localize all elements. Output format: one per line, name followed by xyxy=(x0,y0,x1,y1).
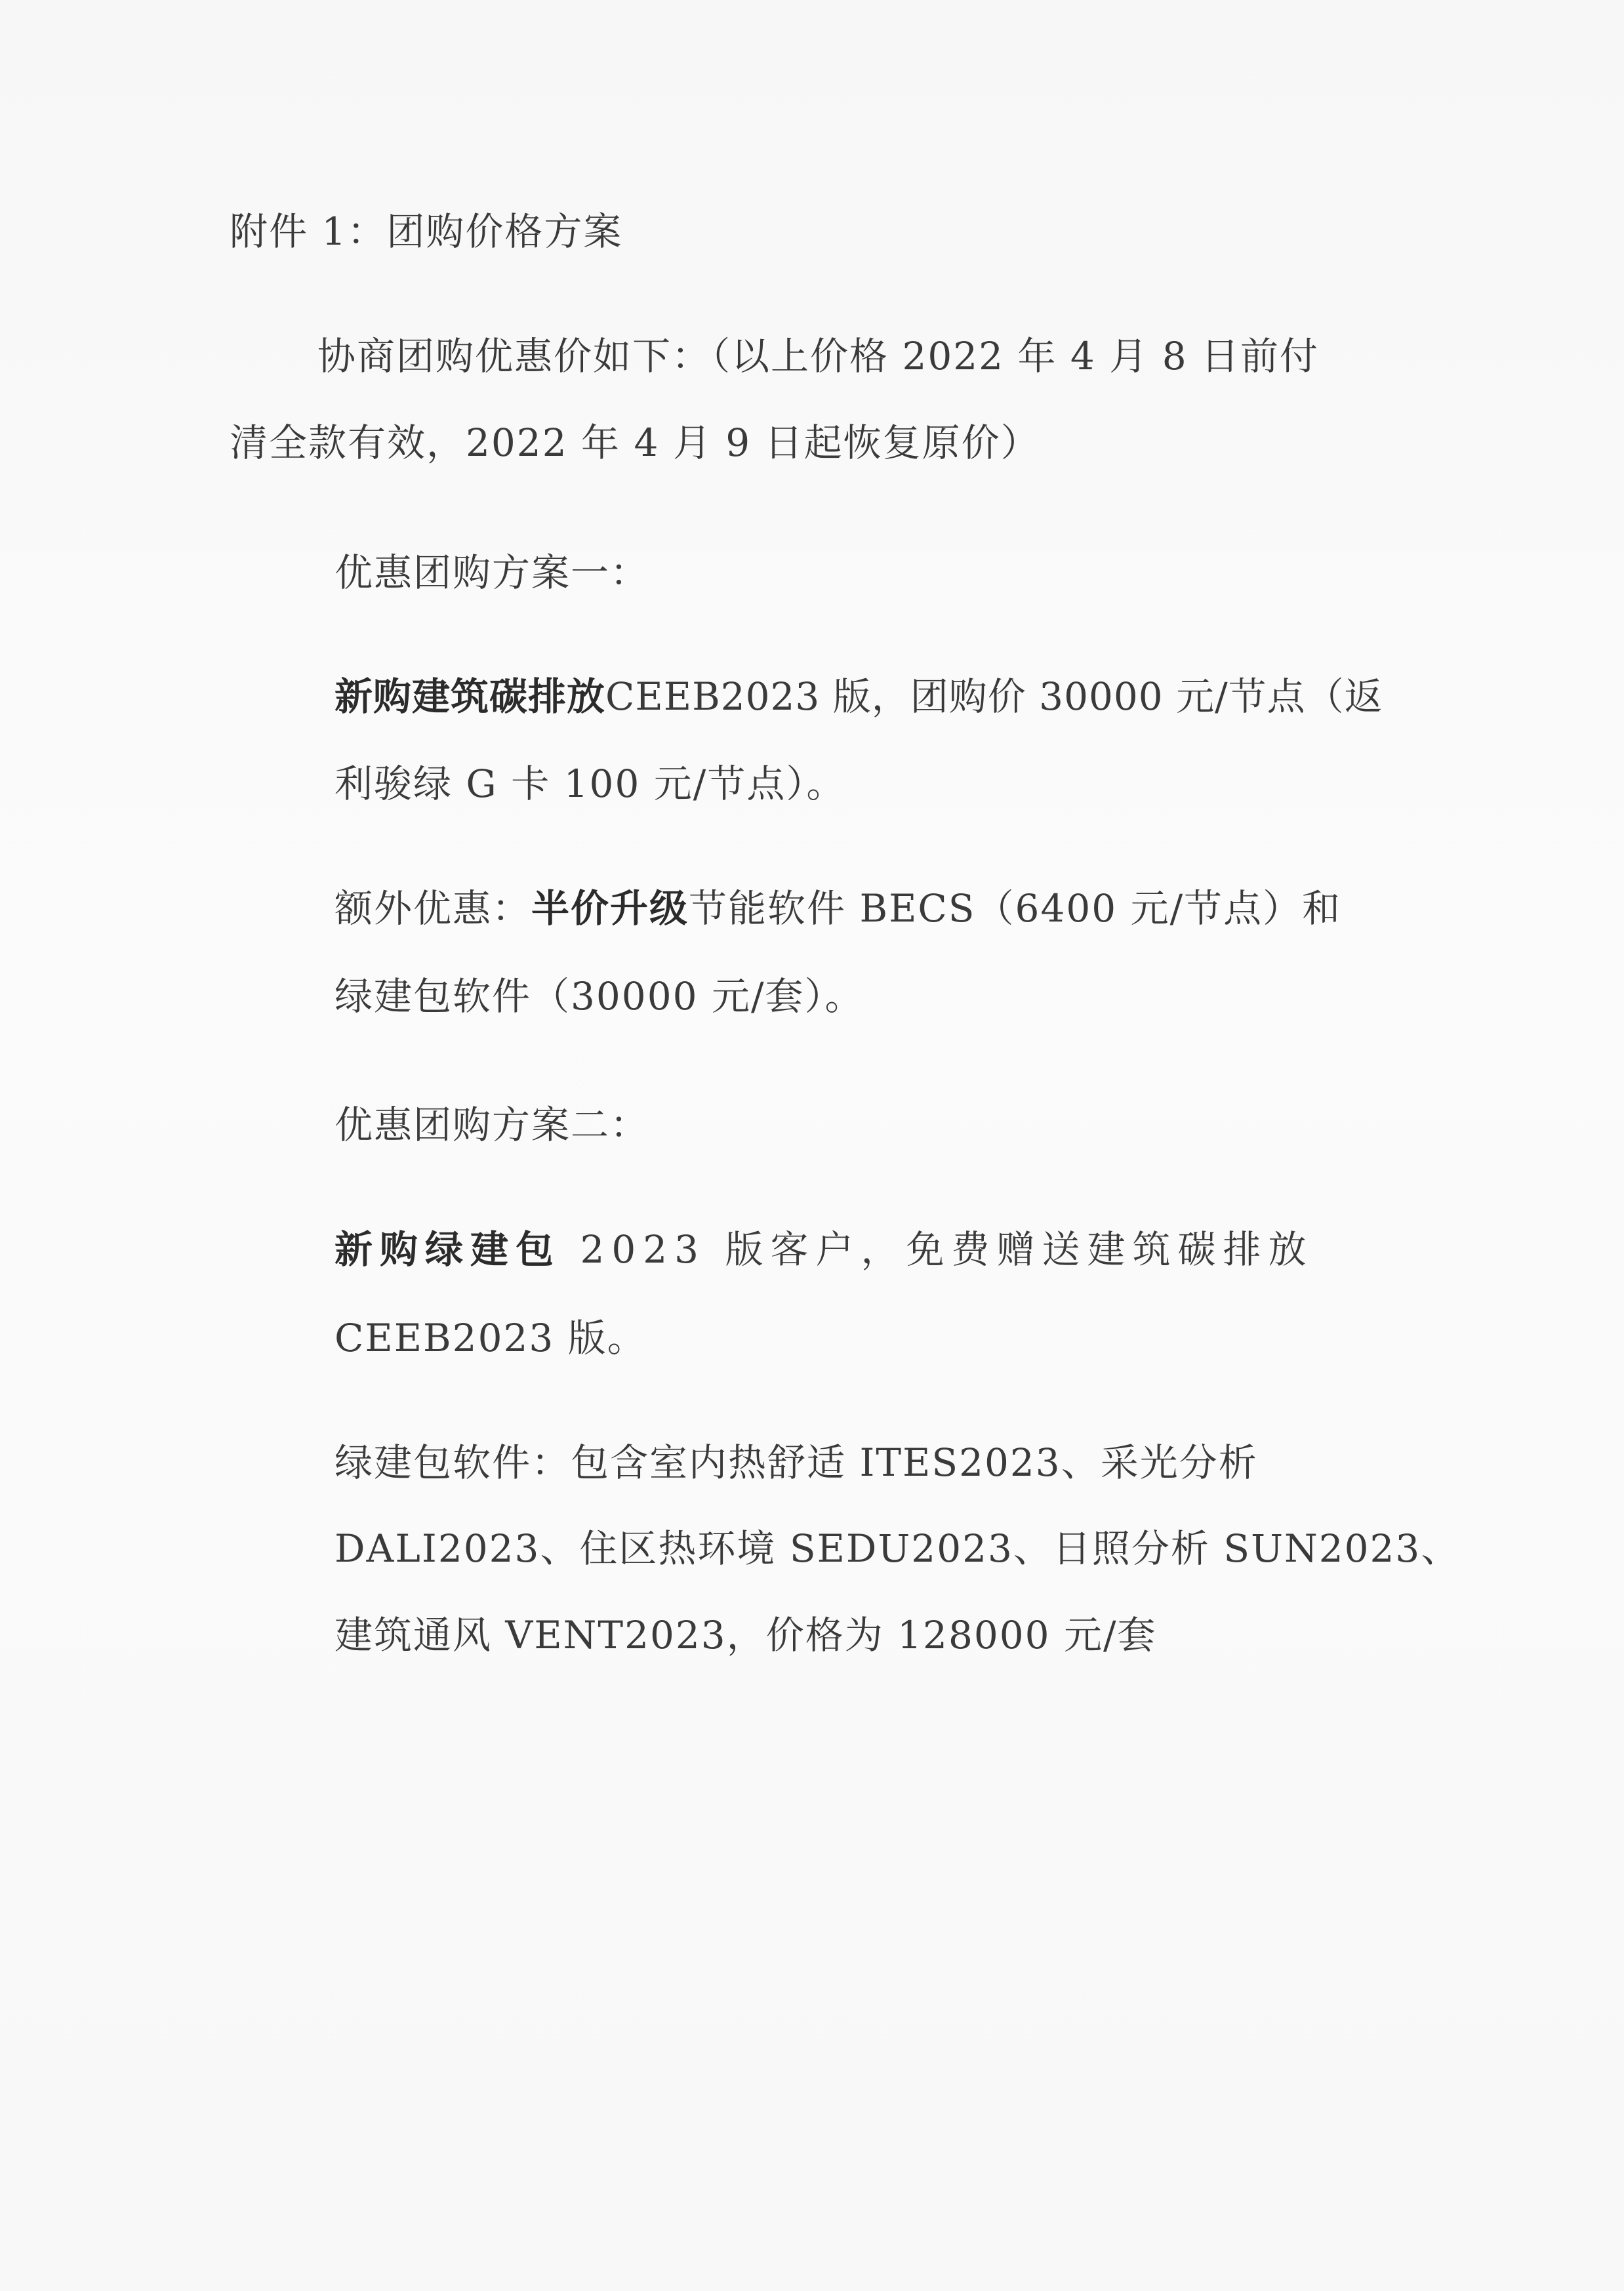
plan-one-title: 优惠团购方案一： xyxy=(335,550,650,595)
plan-two-product-line-2: CEEB2023 版。 xyxy=(335,1316,647,1360)
plan-one-product-line-1 xyxy=(335,674,1383,720)
plan-two-product-text: 2023 版客户，免费赠送建筑碳排放 xyxy=(580,1227,1314,1272)
attachment-heading: 附件 1：团购价格方案 xyxy=(230,209,623,254)
plan-two-product-highlight: 新购绿建包 xyxy=(335,1227,561,1272)
package-line-2: DALI2023、住区热环境 SEDU2023、日照分析 SUN2023、 xyxy=(335,1526,1461,1571)
intro-line-1: 协商团购优惠价如下：（以上价格 2022 年 4 月 8 日前付 xyxy=(317,334,1320,378)
plan-one-product-text: CEEB2023 版，团购价 30000 元/节点（返 xyxy=(605,674,1383,719)
package-line-1: 绿建包软件：包含室内热舒适 ITES2023、采光分析 xyxy=(335,1440,1258,1485)
plan-one-extra-line-2: 绿建包软件（30000 元/套）。 xyxy=(335,974,864,1019)
plan-one-extra-highlight: 半价升级 xyxy=(531,886,689,931)
plan-one-product-line-2: 利骏绿 G 卡 100 元/节点）。 xyxy=(335,761,846,806)
plan-one-extra-text: 节能软件 BECS（6400 元/节点）和 xyxy=(689,886,1342,931)
plan-two-title: 优惠团购方案二： xyxy=(335,1103,650,1147)
plan-two-product-line-1 xyxy=(335,1227,1314,1272)
plan-one-extra-label: 额外优惠： xyxy=(335,886,532,931)
intro-line-2: 清全款有效，2022 年 4 月 9 日起恢复原价） xyxy=(230,420,1040,465)
plan-one-product-highlight: 新购建筑碳排放 xyxy=(335,674,606,719)
plan-one-extra-line-1 xyxy=(335,885,1341,931)
package-line-3: 建筑通风 VENT2023，价格为 128000 元/套 xyxy=(335,1613,1157,1657)
